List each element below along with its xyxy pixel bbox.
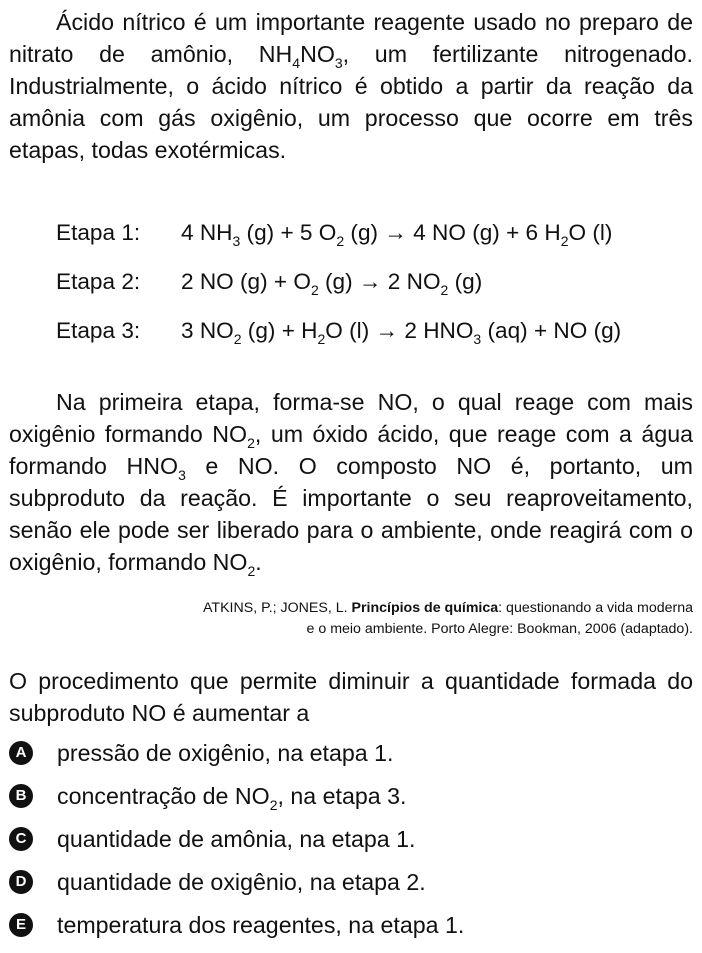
eq-part: 4 NH <box>181 220 233 245</box>
subscript: 3 <box>232 233 241 249</box>
question-stem: O procedimento que permite diminuir a quantidade formada do subproduto NO é aumentar a <box>9 668 693 726</box>
intro-paragraph <box>9 6 693 166</box>
subscript: 3 <box>334 55 343 71</box>
citation-title: Princípios de química <box>351 600 499 616</box>
option-text-part: quantidade de amônia, na etapa 1. <box>57 826 416 852</box>
para-text: , um óxido ácido, que reage com a água formando HNO <box>9 421 694 479</box>
option-text-part: quantidade de oxigênio, na etapa 2. <box>57 869 426 895</box>
option-text-part: pressão de oxigênio, na etapa 1. <box>57 740 394 766</box>
option-a[interactable] <box>9 738 693 781</box>
eq-part: (g) → 4 NO (g) + 6 H <box>344 220 561 245</box>
step-1 <box>56 208 696 257</box>
subscript: 3 <box>473 331 482 347</box>
step-label: Etapa 3: <box>56 318 141 343</box>
eq-part: O (l) → 2 HNO <box>325 318 474 343</box>
option-b[interactable] <box>9 781 693 824</box>
para-text: . <box>255 549 262 575</box>
step-2 <box>56 257 696 306</box>
option-text <box>57 738 393 768</box>
subscript: 2 <box>233 331 242 347</box>
subscript: 4 <box>292 55 301 71</box>
step-3 <box>56 306 696 355</box>
eq-part: 3 NO <box>181 318 234 343</box>
second-paragraph <box>9 386 693 578</box>
option-text <box>57 867 426 897</box>
citation <box>9 598 693 640</box>
step-equation <box>181 318 622 347</box>
eq-part: O (l) <box>568 220 613 245</box>
intro-text-2: , um fertilizante nitrogenado. Industrialmente, o ácido nítrico é obtido a partir da reação da amônia com gás oxigênio, um processo que ocorre em três etapas, todas exotérmicas. <box>9 41 693 163</box>
reaction-steps <box>56 208 696 355</box>
option-letter-badge: B <box>9 784 33 808</box>
step-label: Etapa 2: <box>56 269 141 294</box>
intro-formula: NO <box>300 41 335 67</box>
citation-subtitle: : questionando a vida moderna <box>498 600 693 616</box>
option-text-part: , na etapa 3. <box>277 783 407 809</box>
subscript: 2 <box>310 282 319 298</box>
subscript: 3 <box>178 467 186 483</box>
subscript: 2 <box>336 233 345 249</box>
eq-part: (g) + H <box>241 318 318 343</box>
eq-part: (g) + 5 O <box>240 220 337 245</box>
option-text <box>57 781 406 811</box>
citation-authors: ATKINS, P.; JONES, L. <box>203 600 352 616</box>
option-letter-badge: A <box>9 741 33 765</box>
option-text <box>57 910 464 940</box>
subscript: 2 <box>247 435 255 451</box>
option-e[interactable] <box>9 910 693 953</box>
option-letter-badge: C <box>9 827 33 851</box>
citation-line-2: e o meio ambiente. Porto Alegre: Bookman, 2006 (adaptado). <box>306 621 693 637</box>
eq-part: (g) <box>448 269 483 294</box>
step-label: Etapa 1: <box>56 220 141 245</box>
step-equation <box>181 269 483 298</box>
option-c[interactable] <box>9 824 693 867</box>
eq-part: (g) → 2 NO <box>318 269 441 294</box>
option-letter-badge: D <box>9 870 33 894</box>
eq-part: 2 NO (g) + O <box>181 269 311 294</box>
subscript: 2 <box>247 563 256 579</box>
answer-options <box>9 738 693 953</box>
option-letter-badge: E <box>9 913 33 937</box>
subscript: 2 <box>440 282 449 298</box>
option-text-part: concentração de NO <box>57 783 270 809</box>
citation-line-1 <box>9 598 693 619</box>
subscript: 2 <box>560 233 569 249</box>
subscript: 2 <box>269 797 278 813</box>
option-d[interactable] <box>9 867 693 910</box>
eq-part: (aq) + NO (g) <box>481 318 622 343</box>
subscript: 2 <box>317 331 326 347</box>
option-text <box>57 824 415 854</box>
option-text-part: temperatura dos reagentes, na etapa 1. <box>57 912 465 938</box>
para-text: Na primeira etapa, forma-se NO, o qual reage com mais oxigênio formando NO <box>9 389 693 447</box>
step-equation <box>181 220 613 249</box>
para-text: e NO. O composto NO é, portanto, um subproduto da reação. É importante o seu reaproveitamento, senão ele pode ser liberado para o ambiente, onde reagirá com o oxigênio, formando NO <box>9 453 693 575</box>
intro-text-1: Ácido nítrico é um importante reagente usado no preparo de nitrato de amônio, NH <box>9 9 693 67</box>
